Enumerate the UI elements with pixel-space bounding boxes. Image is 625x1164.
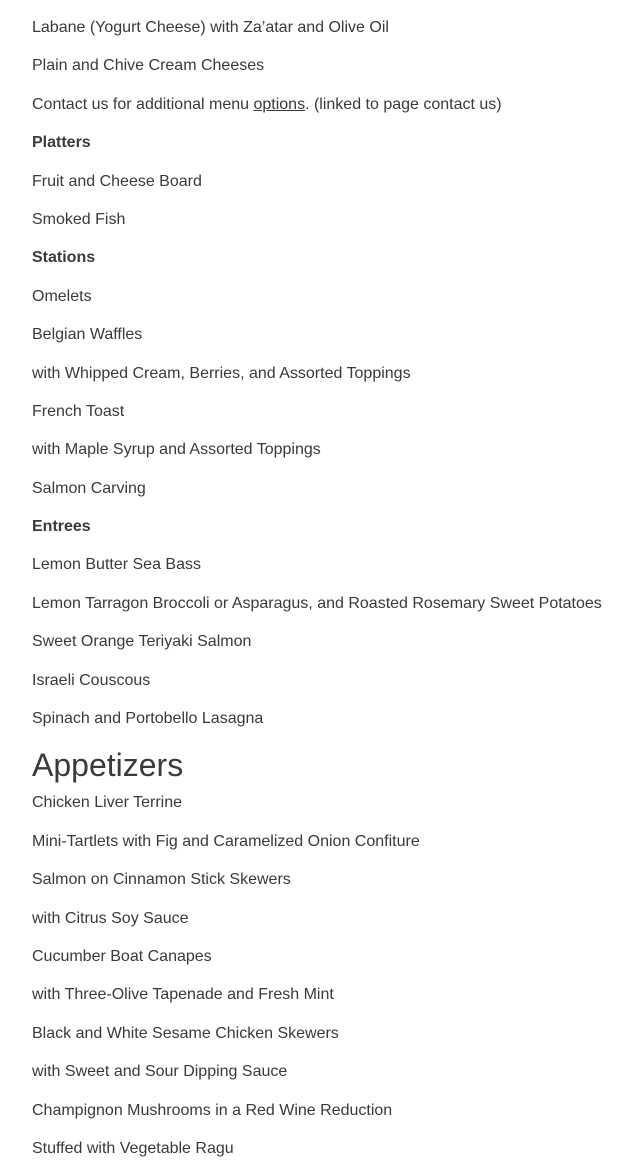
menu-item: Labane (Yogurt Cheese) with Za’atar and Olive Oil: [32, 19, 389, 36]
appetizers-heading: Appetizers: [32, 747, 184, 784]
appetizers-list: [32, 792, 625, 1160]
appetizer-item: Champignon Mushrooms in a Red Wine Reduction: [32, 1101, 393, 1119]
appetizer-item: Black and White Sesame Chicken Skewers: [32, 1024, 339, 1042]
menu-category-heading: Entrees: [32, 518, 91, 536]
menu-item: Lemon Butter Sea Bass: [32, 556, 201, 574]
menu-item: Salmon Carving: [32, 479, 146, 497]
contact-line: [32, 94, 625, 116]
appetizer-item: with Three-Olive Tapenade and Fresh Mint: [32, 986, 334, 1004]
menu-category-heading: Platters: [32, 134, 91, 152]
menu-item: Spinach and Portobello Lasagna: [32, 710, 264, 728]
menu-item: Lemon Tarragon Broccoli or Asparagus, and Roasted Rosemary Sweet Potatoes: [32, 594, 602, 612]
menu-item: Israeli Couscous: [32, 671, 151, 689]
menu-item: Omelets: [32, 287, 92, 305]
appetizer-item: Chicken Liver Terrine: [32, 794, 182, 812]
appetizer-item: Cucumber Boat Canapes: [32, 947, 212, 965]
appetizer-item: with Sweet and Sour Dipping Sauce: [32, 1063, 288, 1081]
appetizer-item: Stuffed with Vegetable Ragu: [32, 1139, 234, 1157]
menu-category-heading: Stations: [32, 249, 96, 267]
menu-item: Plain and Chive Cream Cheeses: [32, 57, 265, 75]
menu-item: with Whipped Cream, Berries, and Assorted Toppings: [32, 364, 411, 382]
menu-item: Sweet Orange Teriyaki Salmon: [32, 633, 252, 651]
appetizer-item: with Citrus Soy Sauce: [32, 909, 189, 927]
menu-list: [32, 132, 625, 730]
contact-prefix: Contact us for additional menu: [32, 95, 254, 113]
menu-item: Smoked Fish: [32, 210, 126, 228]
menu-item: French Toast: [32, 402, 125, 420]
menu-item: Fruit and Cheese Board: [32, 172, 202, 190]
appetizer-item: Salmon on Cinnamon Stick Skewers: [32, 871, 291, 889]
contact-suffix: . (linked to page contact us): [305, 95, 502, 113]
menu-item: with Maple Syrup and Assorted Toppings: [32, 441, 321, 459]
appetizer-item: Mini-Tartlets with Fig and Caramelized Onion Confiture: [32, 832, 420, 850]
menu-item: Belgian Waffles: [32, 326, 143, 344]
options-link[interactable]: options: [253, 95, 306, 113]
